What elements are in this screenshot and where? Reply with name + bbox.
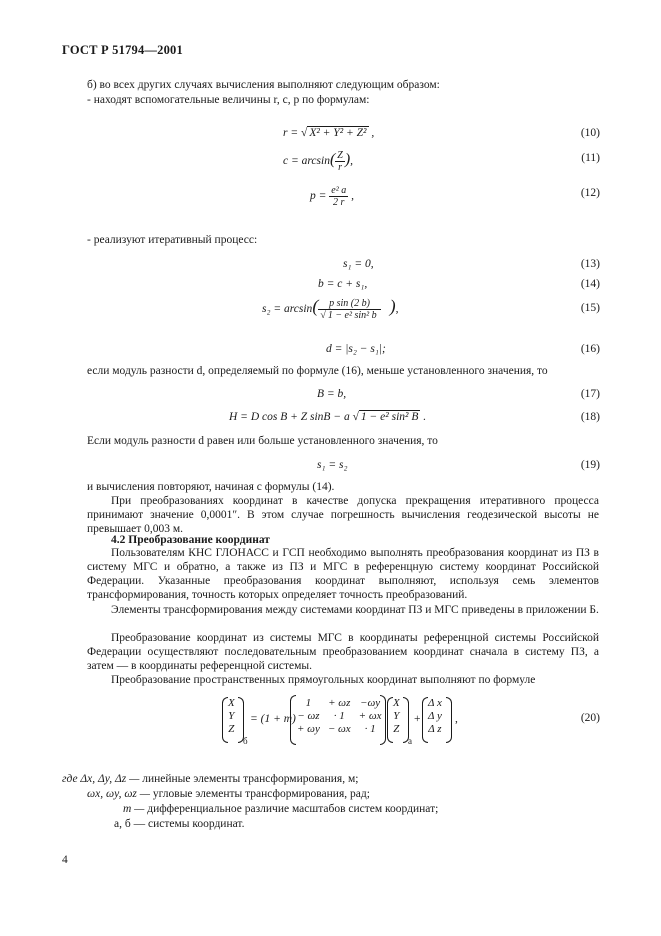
paragraph-formula-intro: Преобразование пространственных прямоугольных координат выполняют по формуле bbox=[111, 674, 536, 686]
formula-14: b = c + s₁, bbox=[318, 278, 368, 290]
formula-15-numerator: p sin (2 b) bbox=[318, 298, 380, 310]
paragraph-elements: Элементы трансформирования между системами координат ПЗ и МГС приведены в приложении Б. bbox=[111, 604, 599, 616]
legend-systems-symbol: а, б — bbox=[114, 818, 146, 830]
formula-15: s₂ = arcsin( $\frac{\text{p sin (2 b)}}{\text{√ 1 − e² sin² b}}$ ), bbox=[262, 296, 399, 321]
plus-sign: + bbox=[414, 713, 421, 725]
rotation-cell: 1 bbox=[305, 697, 312, 709]
formula-12 bbox=[310, 185, 354, 208]
legend-scale bbox=[123, 802, 438, 816]
formula-11-number: (11) bbox=[581, 152, 600, 164]
legend-systems-description: системы координат. bbox=[147, 818, 245, 830]
legend-linear bbox=[62, 772, 358, 786]
shift-vector bbox=[424, 697, 446, 736]
lhs-vector-z: Z bbox=[228, 723, 235, 735]
formula-16-number: (16) bbox=[580, 343, 600, 355]
formula-18-tail: . bbox=[420, 411, 427, 423]
formula-10-lhs: r = bbox=[283, 127, 301, 139]
formula-14-number: (14) bbox=[580, 278, 600, 290]
rhs-vector-subscript: а bbox=[408, 736, 412, 746]
paragraph-tolerance: При преобразованиях координат в качестве допуска прекращения итеративного процесса принимают значение 0,0001″. В этом случае погрешность вычисления геодезической высоты не превышает 0,003 м. bbox=[87, 495, 599, 535]
formula-11-numerator: Z bbox=[337, 150, 343, 161]
lhs-vector-y: Y bbox=[228, 710, 235, 722]
formula-12-lhs: p = bbox=[310, 190, 330, 203]
shift-vector-dy: Δ y bbox=[428, 710, 442, 722]
rotation-cell: − ωx bbox=[327, 723, 351, 735]
formula-11-lhs: c = arcsin bbox=[283, 155, 330, 168]
shift-vector-dz: Δ z bbox=[428, 723, 442, 735]
formula-19: s₁ = s₂ bbox=[317, 459, 348, 471]
condition-line-1: если модуль разности d, определяемый по формуле (16), меньше установленного значения, то bbox=[87, 365, 548, 377]
legend-angular-description: угловые элементы трансформирования, рад; bbox=[152, 788, 370, 800]
rotation-matrix-right-bracket bbox=[380, 695, 386, 745]
formula-15-tail: , bbox=[395, 303, 399, 316]
shift-vector-dx: Δ x bbox=[428, 697, 442, 709]
iteration-label: - реализуют итеративный процесс: bbox=[87, 234, 258, 246]
legend-linear-description: линейные элементы трансформирования, м; bbox=[142, 773, 359, 785]
condition-line-2: Если модуль разности d равен или больше установленного значения, то bbox=[87, 435, 438, 447]
rotation-cell: + ωz bbox=[328, 697, 351, 709]
formula-12-numerator: e² a bbox=[331, 185, 347, 196]
formula-12-denominator: 2 r bbox=[333, 197, 345, 208]
page-number: 4 bbox=[62, 854, 68, 866]
legend-angular-symbol: ωx, ωy, ωz — bbox=[87, 788, 151, 800]
legend-scale-description: дифференциальное различие масштабов систем координат; bbox=[147, 803, 439, 815]
formula-11: c = arcsin( $\frac{Z}{r}$ ), bbox=[283, 150, 354, 173]
formula-20-number: (20) bbox=[580, 712, 600, 724]
formula-18: H = D cos B + Z sinB − a √ 1 − e² sin² B . bbox=[229, 411, 427, 423]
formula-18-expression: H = D cos B + Z sinB − a bbox=[229, 411, 350, 423]
formula-15-lhs: s₂ = arcsin bbox=[262, 303, 313, 316]
scale-factor: = (1 + m) bbox=[250, 713, 296, 725]
formula-13: s₁ = 0, bbox=[343, 258, 374, 270]
formula-11-denominator: r bbox=[338, 162, 343, 173]
legend-linear-symbol: где Δx, Δy, Δz — bbox=[62, 773, 140, 785]
formula-11-tail: , bbox=[350, 155, 354, 168]
rhs-vector-y: Y bbox=[393, 710, 400, 722]
rhs-vector-z: Z bbox=[393, 723, 400, 735]
lhs-vector-subscript: б bbox=[243, 736, 248, 746]
rotation-cell: − ωz bbox=[297, 710, 320, 722]
paragraph-users: Пользователям КНС ГЛОНАСС и ГСП необходимо выполнять преобразования координат из ПЗ в систему МГС и обратно, а также из ПЗ и МГС в референцную систему координат Российской Федерации. Указанные преобразования координат выполняют, используя семь элементов трансформирования, точность которых определяет точность преобразований. bbox=[87, 547, 599, 601]
intro-line-1: б) во всех других случаях вычисления выполняют следующим образом: bbox=[87, 79, 440, 91]
rotation-cell: · 1 bbox=[333, 710, 345, 722]
formula-12-tail: , bbox=[348, 190, 354, 203]
paragraph-repeat: и вычисления повторяют, начиная с формулы (14). bbox=[87, 481, 335, 493]
rhs-vector bbox=[389, 697, 404, 736]
formula-17: B = b, bbox=[317, 388, 347, 400]
formula-19-number: (19) bbox=[580, 459, 600, 471]
rotation-cell: + ωx bbox=[358, 710, 382, 722]
rotation-cell: · 1 bbox=[364, 723, 376, 735]
formula-15-number: (15) bbox=[580, 302, 600, 314]
document-code-header: ГОСТ Р 51794—2001 bbox=[62, 43, 183, 57]
lhs-vector-x: X bbox=[228, 697, 235, 709]
formula-13-number: (13) bbox=[580, 258, 600, 270]
lhs-vector bbox=[224, 697, 239, 736]
formula-10: r = √ X² + Y² + Z² , bbox=[283, 127, 375, 139]
legend-scale-symbol: m — bbox=[123, 803, 145, 815]
shift-vector-right-bracket bbox=[446, 697, 452, 743]
formula-12-number: (12) bbox=[580, 187, 600, 199]
rotation-matrix bbox=[293, 697, 385, 736]
section-title-4-2: 4.2 Преобразование координат bbox=[111, 534, 270, 546]
formula-17-number: (17) bbox=[580, 388, 600, 400]
formula-10-radicand: X² + Y² + Z² bbox=[309, 127, 367, 139]
formula-10-tail: , bbox=[368, 127, 375, 139]
formula-10-number: (10) bbox=[580, 127, 600, 139]
paragraph-mgs-conversion: Преобразование координат из системы МГС в координаты референцной системы Российской Федерации осуществляют последовательным преобразованием координат сначала в систему ПЗ, а затем — в координаты референцной системы. bbox=[87, 632, 599, 672]
legend-systems bbox=[114, 817, 244, 831]
intro-line-2: - находят вспомогательные величины r, c, p по формулам: bbox=[87, 94, 370, 106]
rhs-vector-x: X bbox=[393, 697, 400, 709]
rotation-cell: −ωy bbox=[360, 697, 381, 709]
formula-16: d = |s₂ − s₁|; bbox=[326, 343, 386, 355]
formula-20-tail: , bbox=[455, 713, 458, 725]
formula-15-denominator: 1 − e² sin² b bbox=[327, 310, 377, 321]
rotation-cell: + ωy bbox=[297, 723, 320, 735]
formula-18-number: (18) bbox=[580, 411, 600, 423]
legend-angular bbox=[87, 787, 370, 801]
formula-18-radicand: 1 − e² sin² B bbox=[360, 411, 419, 423]
